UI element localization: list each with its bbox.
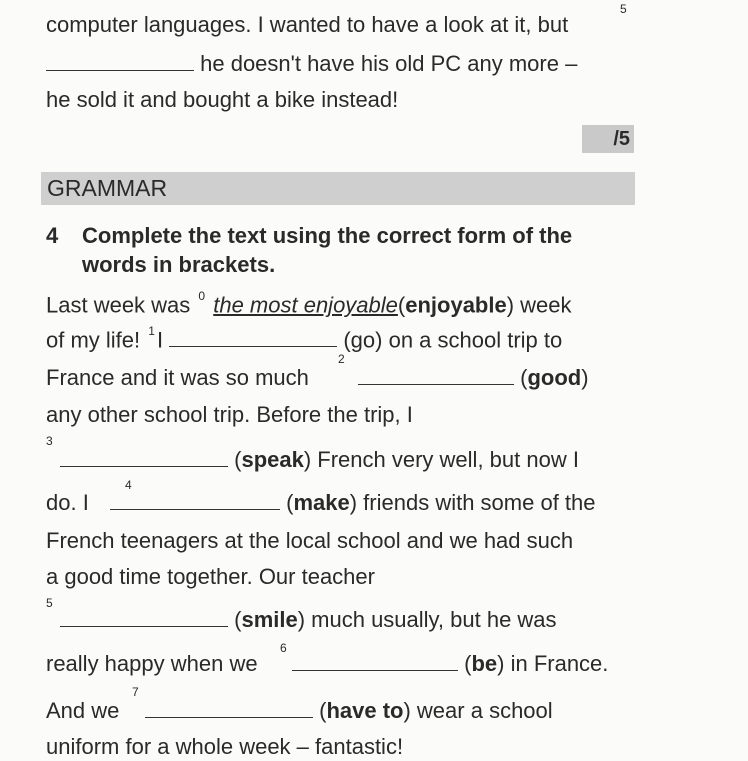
text-line [46,489,89,517]
example-answer: the most enjoyable [213,292,398,318]
text-line: computer languages. I wanted to have a look at it, but [46,12,569,37]
gap-number: 4 [125,478,132,492]
text-line: any other school trip. Before the trip, I [46,402,413,427]
text-line: a good time together. Our teacher [46,564,375,589]
score-box [582,125,634,153]
answer-blank[interactable] [60,606,228,627]
text-span: ( [286,490,294,515]
base-word: speak [241,447,304,472]
text-line [60,606,557,634]
text-line [46,364,309,392]
text-line [145,697,553,725]
text-span: ) French very well, but now I [303,447,579,472]
text-span: ) in France. [497,651,609,676]
text-span: ( [397,292,406,318]
text-span: he doesn't have his old PC any more – [200,51,578,76]
text-span: of my life! [46,327,141,353]
base-word: enjoyable [405,292,507,318]
base-word: be [471,651,498,676]
answer-blank[interactable] [60,446,228,467]
answer-blank[interactable] [110,489,280,510]
text-span: ( [234,447,242,472]
text-line [110,489,596,517]
answer-blank[interactable] [358,364,514,385]
section-title: GRAMMAR [47,175,168,201]
gap-number: 5 [620,2,627,16]
answer-blank[interactable] [292,650,458,671]
base-word: good [527,365,582,390]
text-span: ) friends with some of the [349,490,596,515]
answer-blank[interactable] [145,697,313,718]
text-span: ( [234,607,242,632]
base-word: smile [241,607,298,632]
text-span: ) much usually, but he was [297,607,557,632]
text-line: uniform for a whole week – fantastic! [46,734,404,759]
exercise-instruction: Complete the text using the correct form of the [82,223,573,248]
text-span: ) week [506,292,572,318]
gap-number: 2 [338,352,345,366]
text-span: ( [343,327,351,353]
base-word: make [293,490,350,515]
text-span: really happy when we [46,651,258,676]
text-span: ) [581,365,589,390]
text-span: France and it was so much [46,365,309,390]
text-line [292,650,608,678]
answer-blank[interactable] [169,326,337,347]
text-span: ) on a school trip to [375,327,563,353]
gap-number: 7 [132,685,139,699]
text-span: ( [319,698,327,723]
text-line [358,364,589,392]
gap-number: 6 [280,641,287,655]
text-line [46,321,562,354]
text-span: I [156,327,164,353]
gap-number: 3 [46,434,53,448]
score-label: /5 [613,128,630,150]
text-line [46,50,577,78]
gap-number: 1 [148,324,155,338]
text-span: ( [464,651,472,676]
text-line [46,286,572,319]
exercise-instruction: words in brackets. [82,252,276,277]
text-span: ( [520,365,528,390]
exercise-number: 4 [46,223,59,248]
text-span: ) wear a school [403,698,553,723]
text-line [46,697,119,725]
gap-number: 0 [198,289,206,303]
answer-blank[interactable] [46,50,194,71]
text-span: Last week was [46,292,191,318]
base-word: have to [326,698,404,723]
base-word: go [350,327,376,353]
text-line: he sold it and bought a bike instead! [46,87,399,112]
text-line [46,650,258,678]
section-header [41,172,635,205]
text-span: And we [46,698,120,723]
gap-number: 5 [46,596,53,610]
text-span: do. I [46,490,89,515]
text-line [60,446,579,474]
text-line: French teenagers at the local school and we had such [46,528,574,553]
